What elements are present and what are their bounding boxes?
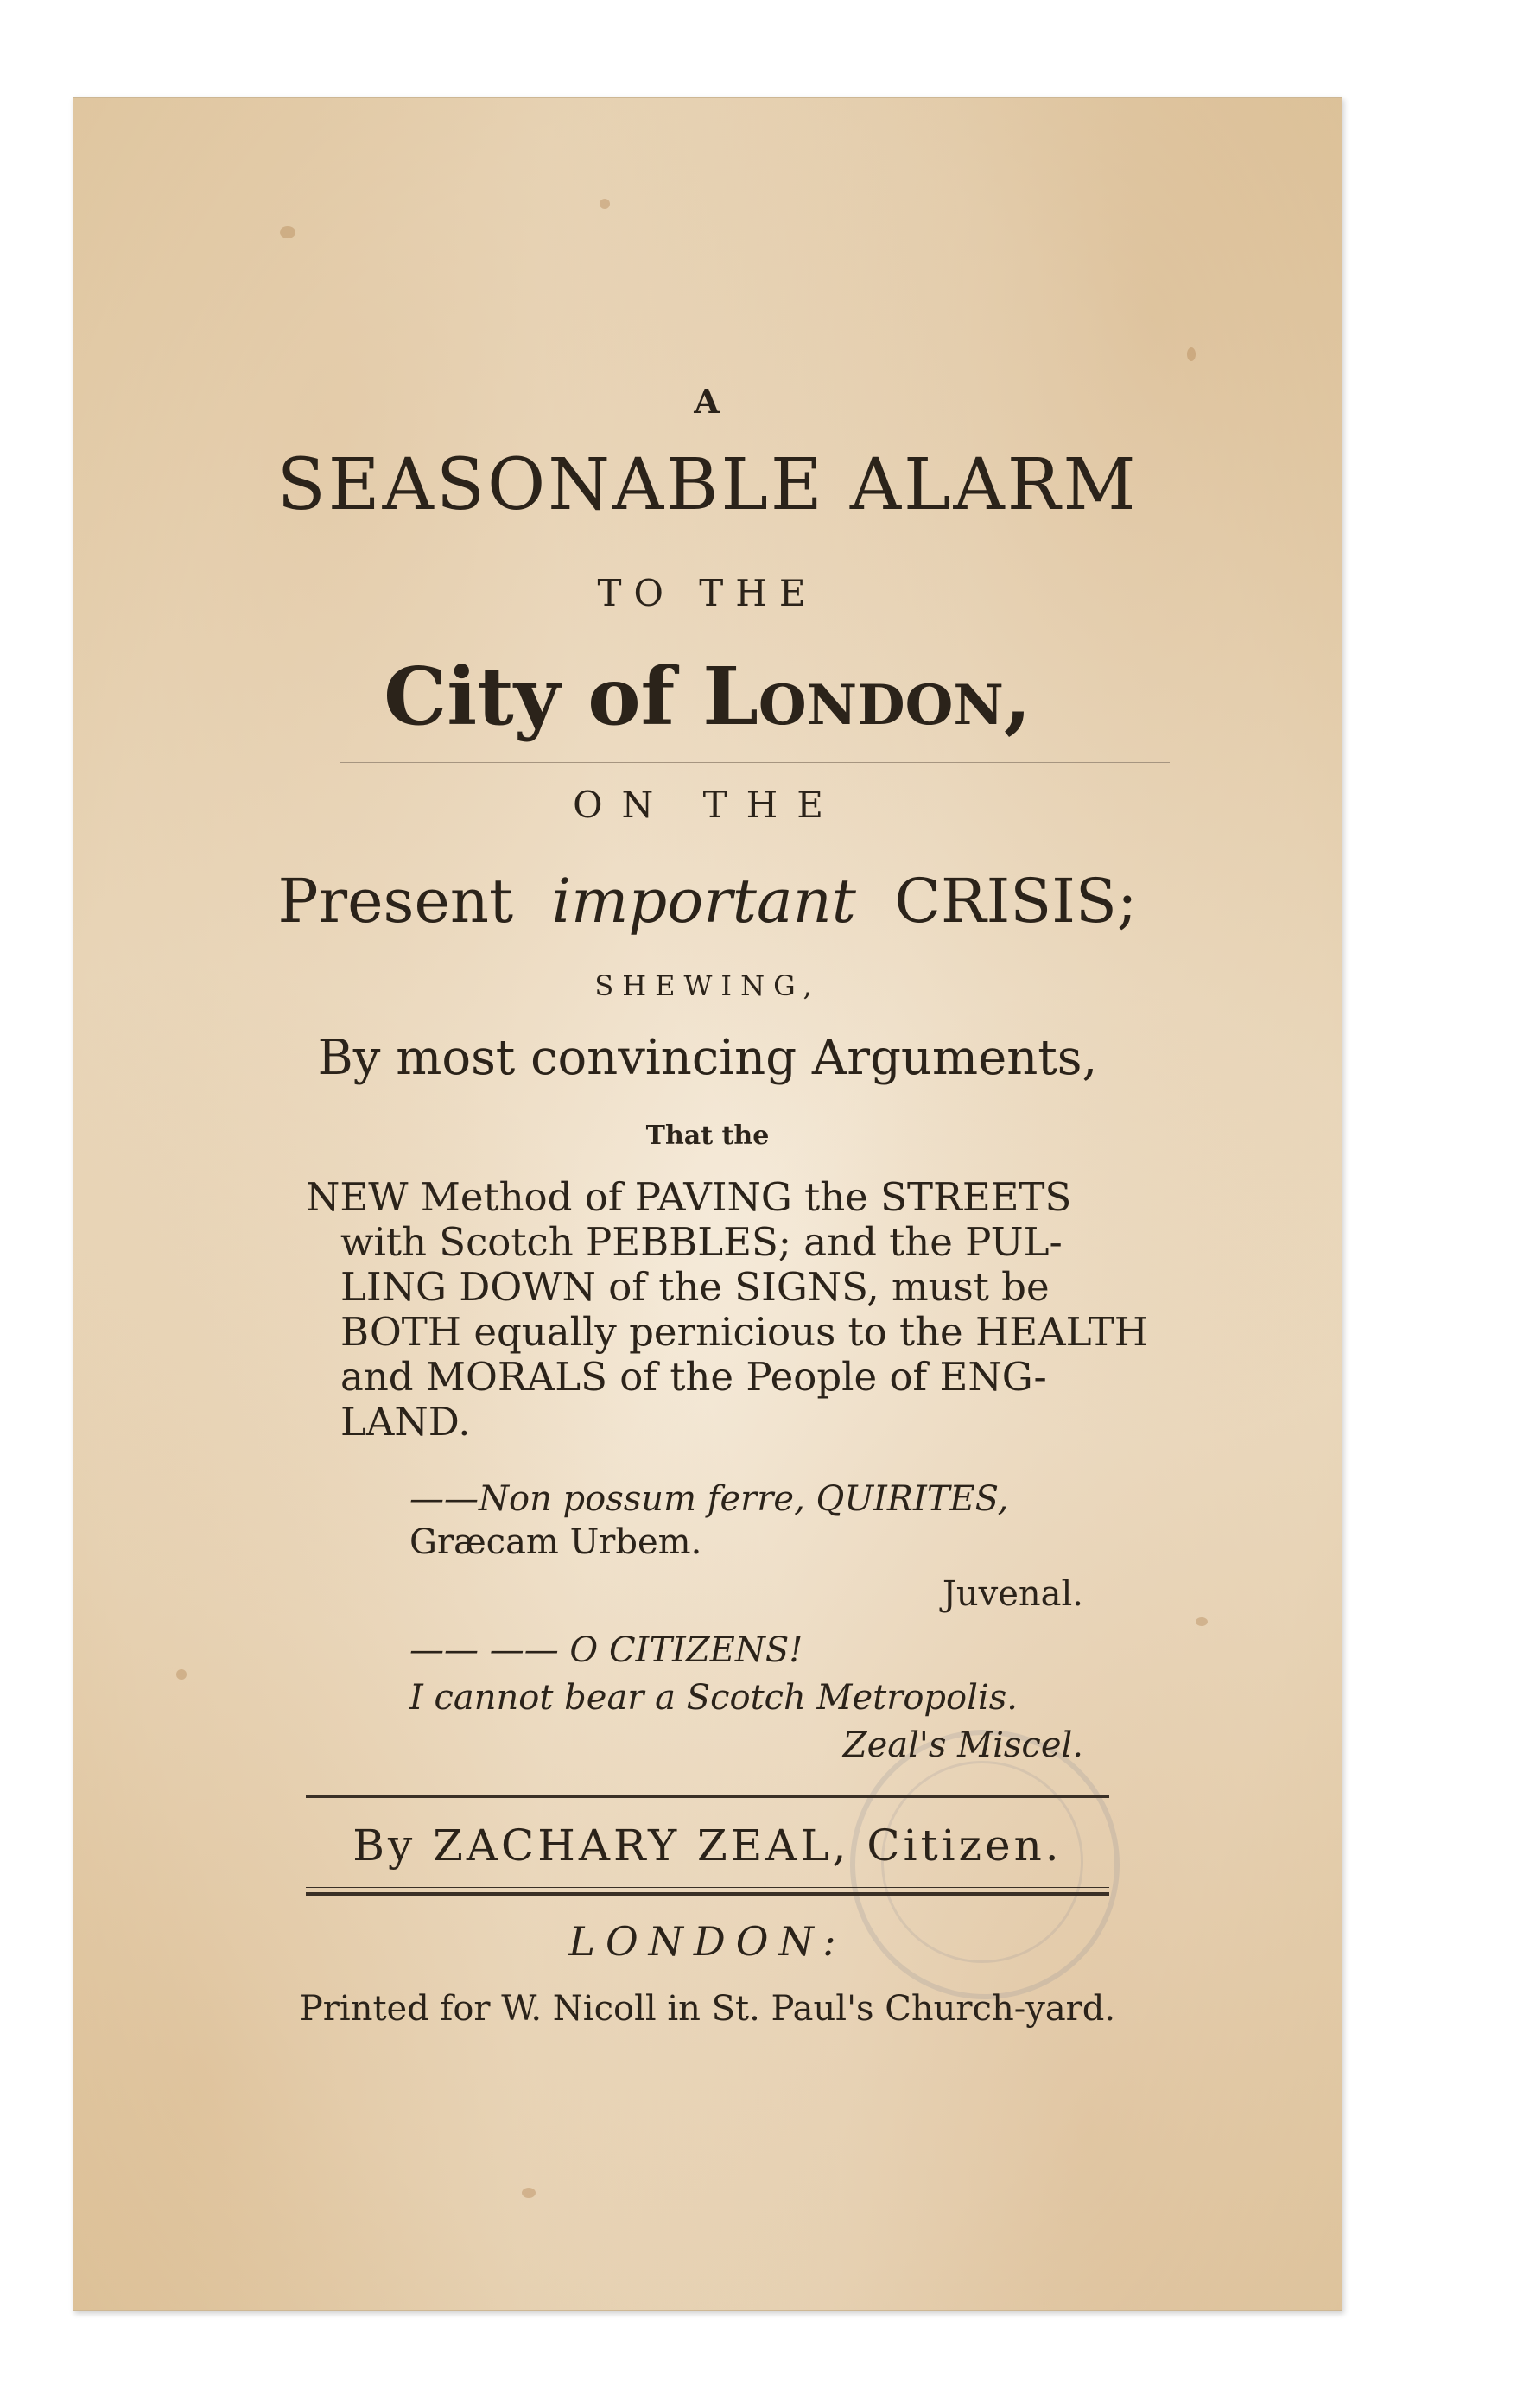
motto-attribution-1 [409, 1574, 1083, 1614]
main-title-text: SEASONABLE ALARM [276, 444, 1139, 526]
motto-english-2-text: I cannot bear a Scotch Metropolis. [409, 1678, 1018, 1718]
motto-latin-2-text: Græcam Urbem. [409, 1522, 702, 1562]
foxing-spot [280, 226, 295, 238]
subtitle-to-the [73, 572, 1342, 614]
title-article [73, 382, 1342, 421]
crisis-heading [73, 866, 1342, 937]
arguments-line [73, 1030, 1342, 1086]
author-line [73, 1820, 1342, 1871]
paragraph-line: LAND. [340, 1399, 471, 1445]
main-title [73, 444, 1342, 526]
shewing-text: SHEWING, [594, 969, 821, 1002]
present-text: Present [277, 866, 514, 937]
paragraph-line: LING DOWN of the SIGNS, must be [340, 1264, 1050, 1310]
title-page [73, 97, 1342, 2311]
london-heading-text: London, [702, 650, 1031, 743]
paragraph-line: BOTH equally pernicious to the HEALTH [340, 1309, 1149, 1355]
zeal-miscel-text: Zeal's Miscel. [842, 1725, 1083, 1765]
subject-paragraph [306, 1174, 1149, 1445]
that-the-text: That the [645, 1121, 770, 1151]
subtitle-on-the [73, 784, 1342, 826]
city-of-text: City of [384, 650, 676, 743]
city-heading [73, 650, 1342, 743]
motto-attribution-2 [409, 1725, 1083, 1765]
motto-latin-1 [409, 1479, 1101, 1519]
imprint-line [73, 1989, 1342, 2029]
imprint-text: Printed for W. Nicoll in St. Paul's Church-yard. [299, 1989, 1116, 2029]
rule-bottom [306, 1892, 1109, 1896]
hairline-1 [340, 762, 1170, 763]
motto-english-1 [409, 1630, 1083, 1670]
foxing-spot [600, 199, 610, 209]
motto-english-2 [409, 1678, 1101, 1718]
imprint-city-text: LONDON: [568, 1918, 847, 1965]
crisis-text: CRISIS; [894, 866, 1138, 937]
title-article-text: A [694, 382, 721, 421]
author-text: By ZACHARY ZEAL, Citizen. [352, 1820, 1063, 1871]
paragraph-line: with Scotch PEBBLES; and the PUL- [340, 1219, 1063, 1265]
foxing-spot [1196, 1617, 1208, 1626]
rule-bottom-thin [306, 1887, 1109, 1888]
foxing-spot [522, 2188, 536, 2198]
shewing-line [73, 969, 1342, 1002]
foxing-spot [1187, 347, 1196, 361]
juvenal-text: Juvenal. [942, 1574, 1083, 1614]
paragraph-line: and MORALS of the People of ENG- [340, 1354, 1047, 1400]
foxing-spot [176, 1669, 187, 1680]
to-the-text: TO THE [597, 572, 818, 614]
paragraph-line: NEW Method of PAVING the STREETS [306, 1174, 1072, 1220]
rule-top [306, 1795, 1109, 1798]
important-text: important [551, 866, 856, 937]
on-the-text: ON THE [573, 784, 842, 826]
arguments-text: By most convincing Arguments, [317, 1030, 1098, 1086]
motto-english-1-text: —— —— O CITIZENS! [409, 1630, 803, 1670]
motto-latin-1-text: ——Non possum ferre, QUIRITES, [409, 1479, 1009, 1519]
that-the-line [73, 1121, 1342, 1151]
imprint-city [73, 1918, 1342, 1965]
motto-latin-2 [409, 1522, 1101, 1562]
